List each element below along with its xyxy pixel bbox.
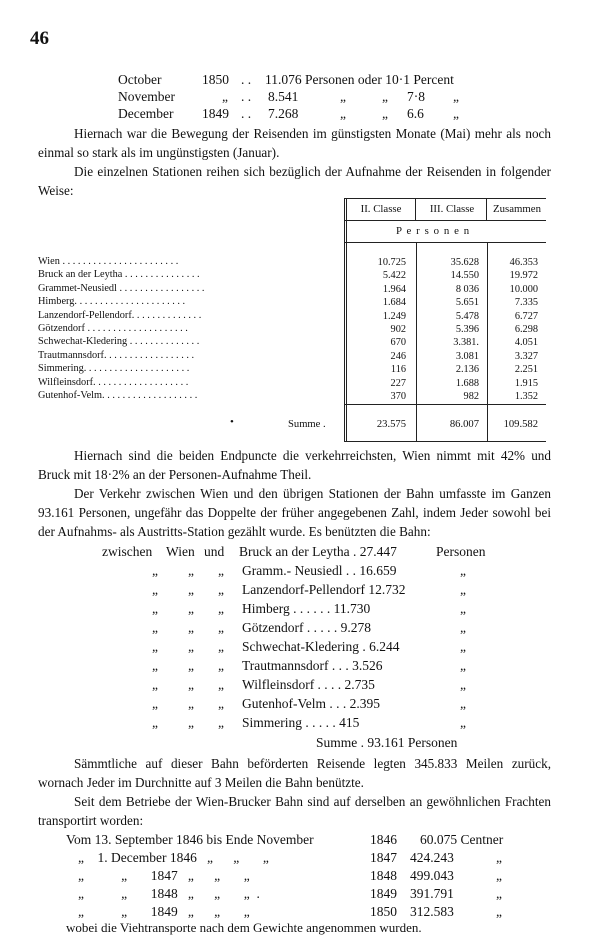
freight-value: 60.075 Centner <box>420 832 504 847</box>
column-ii-classe <box>350 256 406 403</box>
route-destination: Gramm.- Neusiedl . . 16.659 <box>242 563 397 578</box>
table-cell: 5.651 <box>455 297 479 309</box>
table-cell: 3.327 <box>514 350 538 362</box>
route-destination: Schwechat-Kledering . 6.244 <box>242 639 400 654</box>
station-name: Wilfleinsdorf. . . . . . . . . . . . . . . . . . . <box>38 376 189 388</box>
table-rule <box>486 198 487 220</box>
route-destination: Lanzendorf-Pellendorf 12.732 <box>242 582 406 597</box>
paragraph: Die einzelnen Stationen reihen sich bezüglich der Aufnahme der Reisenden in folgender Weise: <box>38 164 551 198</box>
route-row <box>0 601 595 621</box>
column-header: II. Classe <box>360 203 402 215</box>
freight-value: 312.583 <box>410 904 454 919</box>
route-destination: Simmering . . . . . 415 <box>242 715 360 730</box>
table-cell: 5.422 <box>382 270 406 282</box>
table-cell: 6.298 <box>514 324 538 336</box>
ditto-mark: „ <box>460 563 466 578</box>
station-name: Bruck an der Leytha . . . . . . . . . . . . . . . <box>38 269 200 281</box>
station-name: Trautmannsdorf. . . . . . . . . . . . . . . . . . <box>38 349 195 361</box>
table-rule <box>346 198 347 442</box>
station-name: Gutenhof-Velm. . . . . . . . . . . . . . . . . . . <box>38 390 198 402</box>
ditto-mark: „ <box>188 677 194 692</box>
ditto-mark: „ <box>460 601 466 616</box>
column-header: III. Classe <box>429 203 475 215</box>
ditto-mark: „ <box>496 886 502 901</box>
freight-period: „ „ 1848 „ „ „ . <box>78 886 260 901</box>
page-number: 46 <box>30 28 49 49</box>
column-iii-classe <box>420 256 479 403</box>
route-destination: Wilfleinsdorf . . . . 2.735 <box>242 677 375 692</box>
month-value: 7.268 <box>268 106 299 121</box>
table-rule <box>415 198 416 220</box>
month-dots: . . <box>241 72 252 87</box>
table-cell: 10.000 <box>509 283 538 295</box>
route-row <box>0 677 595 697</box>
ditto-mark: „ <box>152 582 158 597</box>
route-destination: Bruck an der Leytha . 27.447 <box>239 544 397 559</box>
month-label: October <box>118 72 162 87</box>
freight-year: 1847 <box>370 850 397 865</box>
freight-value: 499.043 <box>410 868 454 883</box>
ditto-mark: „ <box>152 601 158 616</box>
table-cell: 227 <box>390 377 406 389</box>
month-percent: 6.6 <box>407 106 424 121</box>
sum-value: 86.007 <box>449 419 479 430</box>
freight-row <box>0 832 595 850</box>
ditto-mark: „ <box>460 677 466 692</box>
table-rule <box>344 198 546 199</box>
route-word: zwischen <box>102 544 153 559</box>
month-value: 8.541 <box>268 89 299 104</box>
route-unit: Personen <box>436 544 486 559</box>
column-zusammen <box>490 256 538 403</box>
ditto-mark: „ <box>152 658 158 673</box>
ditto-mark: „ <box>218 715 224 730</box>
ditto-mark: „ <box>460 696 466 711</box>
route-row <box>0 658 595 678</box>
month-value: 11.076 Personen oder 10·1 Percent <box>265 72 454 87</box>
station-name: Schwechat-Kledering . . . . . . . . . . . . . . <box>38 336 200 348</box>
route-row <box>0 582 595 602</box>
table-cell: 1.915 <box>514 377 538 389</box>
freight-year: 1850 <box>370 904 397 919</box>
route-word: und <box>204 544 225 559</box>
ditto-mark: „ <box>152 639 158 654</box>
table-rule <box>344 198 345 442</box>
table-cell: 35.628 <box>450 257 479 268</box>
table-cell: 1.352 <box>514 391 538 403</box>
ditto-mark: „ <box>460 639 466 654</box>
table-cell: 46.353 <box>509 257 538 268</box>
month-year: 1849 <box>202 106 229 121</box>
paragraph: Hiernach sind die beiden Endpuncte die verkehrreichsten, Wien nimmt mit 42% und Bruck mit 18·2% an der Personen-Aufnahme Theil. <box>38 448 551 482</box>
table-cell: 7.335 <box>514 297 538 309</box>
route-summe: Summe . 93.161 Personen <box>316 735 458 750</box>
table-cell: 6.727 <box>514 310 538 322</box>
ditto-mark: „ <box>218 620 224 635</box>
table-cell: 10.725 <box>377 257 406 268</box>
ditto-mark: „ <box>218 639 224 654</box>
table-cell: 4.051 <box>514 337 538 349</box>
freight-row <box>0 868 595 886</box>
ditto-mark: „ <box>218 677 224 692</box>
freight-period: „ „ 1849 „ „ „ <box>78 904 250 919</box>
freight-year: 1846 <box>370 832 397 847</box>
month-label: November <box>118 89 175 104</box>
table-cell: 2.251 <box>514 364 538 376</box>
ditto-mark: „ <box>382 89 388 104</box>
ditto-mark: „ <box>152 696 158 711</box>
station-name: Grammet-Neusiedl . . . . . . . . . . . . . . . . . <box>38 282 205 294</box>
ditto-mark: „ <box>218 696 224 711</box>
ditto-mark: „ <box>460 582 466 597</box>
ditto-mark: „ <box>496 868 502 883</box>
route-destination: Gutenhof-Velm . . . 2.395 <box>242 696 380 711</box>
table-rule <box>344 242 546 243</box>
table-cell: 1.964 <box>382 283 406 295</box>
freight-value: 424.243 <box>410 850 454 865</box>
paragraph: Sämmtliche auf dieser Bahn beförderten Reisende legten 345.833 Meilen zurück, wornach Jeder im Durchnitte auf 3 Meilen die Bahn benützte. <box>38 756 551 790</box>
ditto-mark: „ <box>460 715 466 730</box>
route-row <box>0 715 595 735</box>
ditto-mark: „ <box>496 850 502 865</box>
ditto-mark: „ <box>188 620 194 635</box>
table-rule <box>416 242 417 442</box>
table-cell: 1.249 <box>382 310 406 322</box>
route-row <box>0 696 595 716</box>
final-line: wobei die Viehtransporte nach dem Gewichte angenommen wurden. <box>66 920 422 935</box>
route-row <box>0 563 595 583</box>
station-list <box>38 255 204 402</box>
table-cell: 1.688 <box>455 377 479 389</box>
ditto-mark: „ <box>152 563 158 578</box>
route-destination: Trautmannsdorf . . . 3.526 <box>242 658 383 673</box>
station-name: Himberg. . . . . . . . . . . . . . . . . . . . . . <box>38 296 186 308</box>
ditto-mark: „ <box>496 904 502 919</box>
ditto-mark: „ <box>453 89 459 104</box>
table-cell: 8 036 <box>455 283 479 295</box>
freight-period: Vom 13. September 1846 bis Ende November <box>66 832 314 847</box>
table-rule <box>487 242 488 442</box>
table-rule <box>344 441 546 442</box>
freight-period: „ 1. December 1846 „ „ „ <box>78 850 269 865</box>
station-name: Lanzendorf-Pellendorf. . . . . . . . . . . . . . <box>38 309 202 321</box>
ditto-mark: „ <box>340 89 346 104</box>
ditto-mark: „ <box>218 658 224 673</box>
ditto-mark: „ <box>218 582 224 597</box>
table-cell: 19.972 <box>509 270 538 282</box>
month-dots: . . <box>241 106 252 121</box>
paragraph: Der Verkehr zwischen Wien und den übrigen Stationen der Bahn umfasste im Ganzen 93.161 Personen, ungefähr das Doppelte der früher angegebenen Zahl, indem Jeder sowohl bei der Aufnahms- als Austritts-Station gezählt wurde. Es benützten die Bahn: <box>38 486 551 539</box>
table-cell: 3.381. <box>453 337 479 349</box>
ditto-mark: „ <box>218 601 224 616</box>
freight-row <box>0 850 595 868</box>
route-row <box>0 544 595 564</box>
table-cell: 982 <box>463 391 479 403</box>
station-name: Götzendorf . . . . . . . . . . . . . . . . . . . . <box>38 323 188 335</box>
stations-table <box>344 198 546 442</box>
ditto-mark: „ <box>460 658 466 673</box>
ditto-mark: „ <box>453 106 459 121</box>
table-cell: 5.478 <box>455 310 479 322</box>
ditto-mark: „ <box>188 582 194 597</box>
table-cell: 14.550 <box>450 270 479 282</box>
sum-value: 23.575 <box>376 419 406 430</box>
freight-value: 391.791 <box>410 886 454 901</box>
table-cell: 670 <box>390 337 406 349</box>
month-year: „ <box>222 89 228 104</box>
month-year: 1850 <box>202 72 229 87</box>
ditto-mark: „ <box>382 106 388 121</box>
table-cell: 246 <box>390 350 406 362</box>
table-cell: 370 <box>390 391 406 403</box>
station-name: Simmering. . . . . . . . . . . . . . . . . . . . . <box>38 363 190 375</box>
table-cell: 116 <box>390 364 406 376</box>
freight-year: 1849 <box>370 886 397 901</box>
sum-label: Summe . <box>288 419 326 430</box>
freight-year: 1848 <box>370 868 397 883</box>
route-row <box>0 639 595 659</box>
ditto-mark: „ <box>152 677 158 692</box>
freight-row <box>0 886 595 904</box>
ditto-mark: „ <box>188 715 194 730</box>
ditto-mark: „ <box>218 563 224 578</box>
month-percent: 7·8 <box>407 89 425 104</box>
ditto-mark: „ <box>152 620 158 635</box>
paragraph: Seit dem Betriebe der Wien-Brucker Bahn sind auf derselben an gewöhnlichen Frachten transportirt worden: <box>38 794 551 828</box>
paragraph: Hiernach war die Bewegung der Reisenden im günstigsten Monate (Mai) mehr als noch einmal so stark als im ungünstigsten (Januar). <box>38 126 551 160</box>
ditto-mark: „ <box>188 639 194 654</box>
table-cell: 1.684 <box>382 297 406 309</box>
month-label: December <box>118 106 174 121</box>
sum-bullet: • <box>230 416 234 428</box>
ditto-mark: „ <box>188 563 194 578</box>
route-destination: Himberg . . . . . . 11.730 <box>242 601 371 616</box>
ditto-mark: „ <box>460 620 466 635</box>
ditto-mark: „ <box>340 106 346 121</box>
table-cell: 902 <box>390 324 406 336</box>
route-word: Wien <box>166 544 195 559</box>
table-rule <box>344 220 546 221</box>
route-destination: Götzendorf . . . . . 9.278 <box>242 620 371 635</box>
route-row <box>0 620 595 640</box>
column-header: Zusammen <box>493 203 541 215</box>
table-cell: 2.136 <box>455 364 479 376</box>
ditto-mark: „ <box>152 715 158 730</box>
ditto-mark: „ <box>188 696 194 711</box>
table-rule <box>344 404 546 405</box>
station-name: Wien . . . . . . . . . . . . . . . . . . . . . . . <box>38 256 179 267</box>
ditto-mark: „ <box>188 601 194 616</box>
ditto-mark: „ <box>188 658 194 673</box>
table-subheader: P e r s o n e n <box>396 225 471 237</box>
table-cell: 5.396 <box>455 324 479 336</box>
month-dots: . . <box>241 89 252 104</box>
freight-period: „ „ 1847 „ „ „ <box>78 868 250 883</box>
sum-value: 109.582 <box>503 419 538 430</box>
table-cell: 3.081 <box>455 350 479 362</box>
